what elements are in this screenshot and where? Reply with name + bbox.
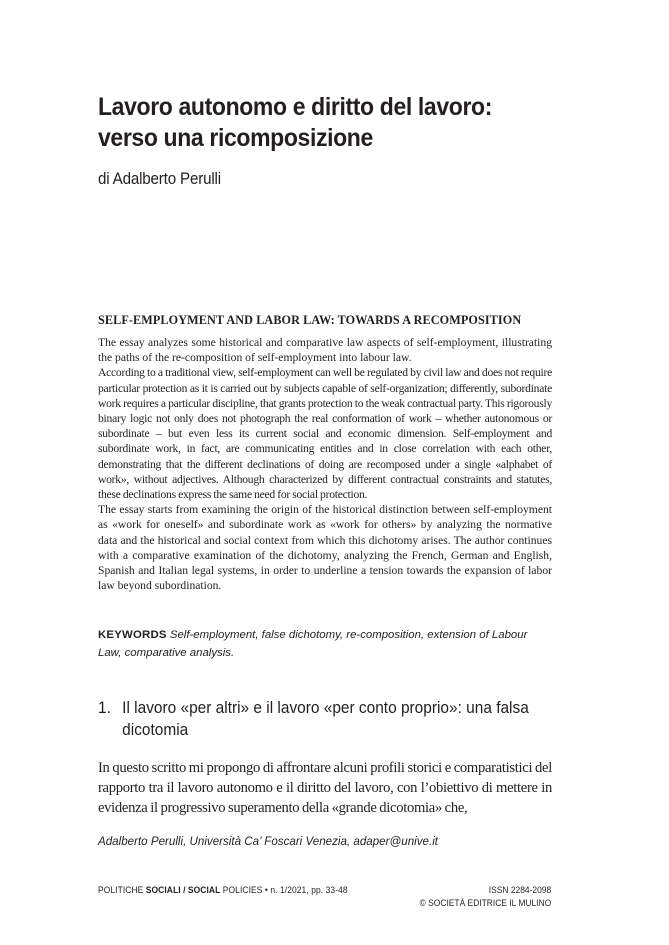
author-affiliation: Adalberto Perulli, Università Ca’ Foscari Venezia, adaper@unive.it xyxy=(98,835,438,848)
keywords-text: Self-employment, false dichotomy, re-composition, extension of Labour Law, comparative analysis. xyxy=(98,629,528,659)
section-heading xyxy=(98,697,535,741)
abstract-heading: SELF-EMPLOYMENT AND LABOR LAW: TOWARDS A RECOMPOSITION xyxy=(98,313,522,327)
publisher: © SOCIETÀ EDITRICE IL MULINO xyxy=(419,896,551,908)
issue-info: • n. 1/2021, pp. 33-48 xyxy=(262,884,348,895)
journal-name-bold: SOCIALI / SOCIAL xyxy=(145,884,221,895)
journal-footer xyxy=(98,884,348,895)
article-author: di Adalberto Perulli xyxy=(98,170,221,188)
keywords-block xyxy=(98,626,552,662)
journal-name-prefix: POLITICHE xyxy=(98,884,146,895)
section-title: Il lavoro «per altri» e il lavoro «per conto proprio»: una falsa dicotomia xyxy=(122,698,529,739)
abstract-paragraph: According to a traditional view, self-employment can well be regulated by civil law and does not require particular protection as it is carried out by subjects capable of self-organization; differently, subordinate work requires a particular discipline, that grants protection to the weak contractual party. This rigorously binary logic not only does not photograph the real conformation of work – whether autonomous or subordinate – but even less its current social and economic dimension. Self-employment and subordinate work, in fact, are communicating entities and in close correlation with each other, demonstrating that the different declinations of doing are recomposed under a single «alphabet of work», without adjectives. Although characterized by different contractual constraints and statutes, these declinations express the same need for social protection. xyxy=(98,366,552,502)
abstract-paragraph: The essay starts from examining the origin of the historical distinction between self-employment as «work for oneself» and subordinate work as «work for others» by analyzing the normative data and the historical and social context from which this dichotomy arises. The author continues with a comparative examination of the dichotomy, analyzing the French, German and English, Spanish and Italian legal systems, in order to underline a tension towards the expansion of labor law beyond subordination. xyxy=(98,503,552,593)
keywords-label: KEYWORDS xyxy=(98,629,167,641)
abstract-paragraph: The essay analyzes some historical and comparative law aspects of self-employment, illustrating the paths of the re-composition of self-employment into labour law. xyxy=(98,336,552,365)
journal-name-suffix: POLICIES xyxy=(220,884,263,895)
article-title xyxy=(98,92,530,154)
publisher-footer xyxy=(419,884,551,909)
title-line-1: Lavoro autonomo e diritto del lavoro: xyxy=(98,93,493,121)
body-paragraph: In questo scritto mi propongo di affrontare alcuni profili storici e comparatistici del rapporto tra il lavoro autonomo e il diritto del lavoro, con l’obiettivo di mettere in evidenza il progressivo superamento della «grande dicotomia» che, xyxy=(98,760,552,816)
issn: ISSN 2284-2098 xyxy=(488,884,551,895)
body-text xyxy=(98,758,552,818)
abstract-body xyxy=(98,335,552,593)
section-number: 1. xyxy=(98,698,111,717)
title-line-2: verso una ricomposizione xyxy=(98,124,373,152)
